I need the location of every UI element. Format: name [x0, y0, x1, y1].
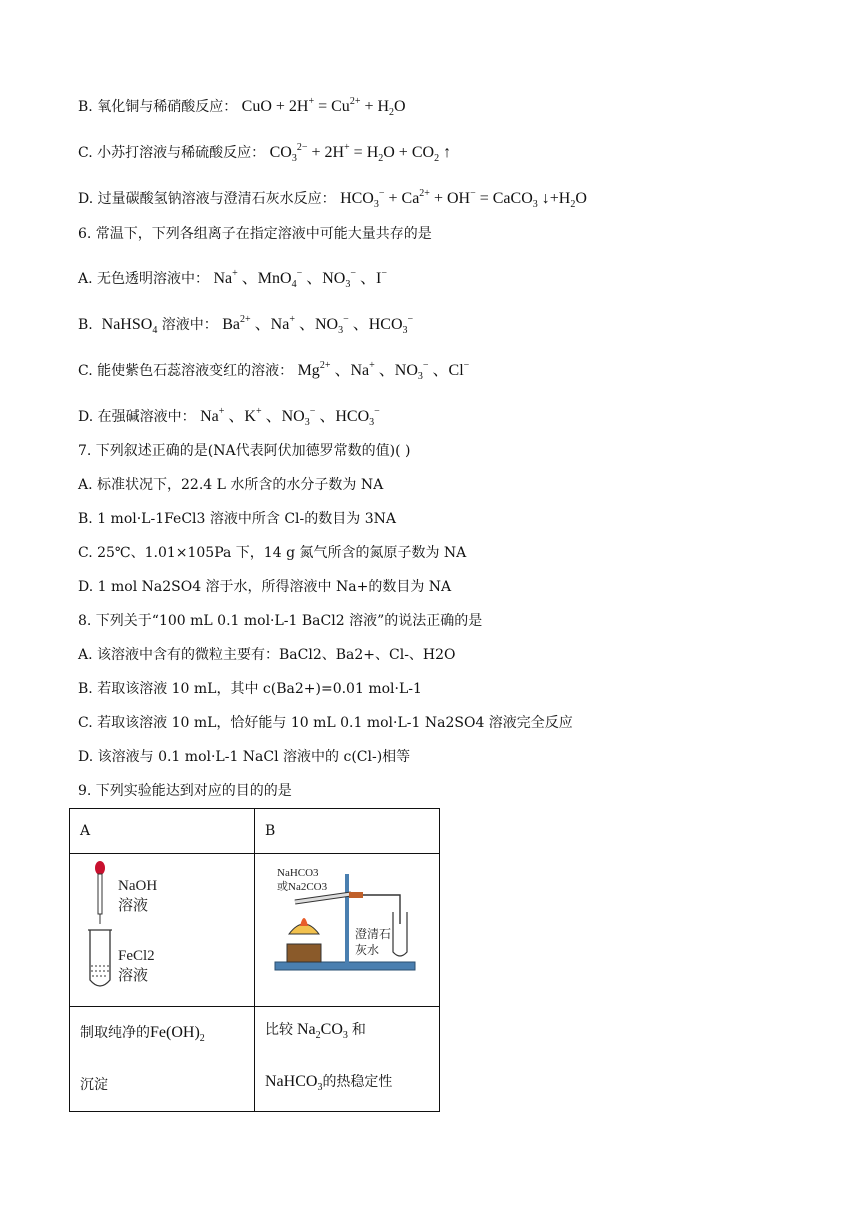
q8-option-d: D. 该溶液与 0.1 mol·L-1 NaCl 溶液中的 c(Cl-)相等 — [78, 749, 411, 765]
q9-stem: 9. 下列实验能达到对应的目的的是 — [78, 783, 292, 799]
q6-stem: 6. 常温下，下列各组离子在指定溶液中可能大量共存的是 — [78, 226, 432, 242]
q6-option-c — [78, 356, 469, 387]
q6d-text: D. 在强碱溶液中： — [78, 409, 196, 425]
table-description-row — [70, 1007, 440, 1112]
label-limewater-1: 澄清石 — [355, 927, 392, 941]
apparatus-a-cell — [70, 854, 255, 1007]
header-a: A — [70, 809, 255, 854]
q7-option-c: C. 25℃、1.01×105Pa 下，14 g 氮气所含的氮原子数为 NA — [78, 545, 467, 561]
q6d-ions: Na+ 、K+ 、$NO_3^-$ 、$HCO_3^-$ — [200, 406, 380, 428]
q5b-text: B. 氧化铜与稀硝酸反应： — [78, 99, 238, 115]
label-nahco3: NaHCO3 — [277, 867, 319, 879]
label-naoh: NaOH — [118, 878, 158, 894]
desc-a-line1: 制取纯净的 — [80, 1025, 150, 1041]
label-limewater-2: 灰水 — [355, 943, 380, 957]
q6c-ions: $Mg^{2+}$ 、Na+ 、$NO_3^-$ 、Cl− — [297, 360, 470, 382]
q7-option-a: A. 标准状况下，22.4 L 水所含的水分子数为 NA — [78, 477, 384, 493]
q6-option-d — [78, 402, 380, 433]
desc-b-line1: 比较 — [265, 1022, 293, 1038]
q6b-prefix: B. — [78, 317, 102, 333]
q6b-salt: NaHSO$_4$ — [101, 316, 158, 336]
heating-apparatus-diagram — [265, 854, 429, 1002]
header-b: B — [255, 809, 440, 854]
q6a-text: A. 无色透明溶液中： — [78, 271, 210, 287]
q8-option-a: A. 该溶液中含有的微粒主要有：BaCl2、Ba2+、Cl-、H2O — [78, 647, 456, 663]
q5c-equation: $CO_3^{2-} + 2H^+ = H_2O + CO_2$ ↑ — [269, 142, 452, 164]
q6c-text: C. 能使紫色石蕊溶液变红的溶液： — [78, 363, 294, 379]
q6-option-a — [78, 264, 387, 295]
desc-b — [255, 1007, 440, 1112]
q5d-equation: $HCO_3^- + Ca^{2+} + OH^-$ = CaCO$_3$ $↓+H_2O$ — [340, 188, 587, 210]
desc-a-line2: 沉淀 — [80, 1077, 108, 1093]
q7-option-b: B. 1 mol·L-1FeCl3 溶液中所含 Cl-的数目为 3NA — [78, 511, 396, 527]
table-image-row — [70, 854, 440, 1007]
q5d-text: D. 过量碳酸氢钠溶液与澄清石灰水反应： — [78, 191, 336, 207]
experiment-table — [69, 808, 440, 1112]
desc-a — [70, 1007, 255, 1112]
desc-b-formula1: $Na_2CO_3$ — [293, 1021, 348, 1041]
q7-stem: 7. 下列叙述正确的是(NA代表阿伏加德罗常数的值)( ) — [78, 443, 411, 459]
q6-option-b — [78, 310, 413, 341]
q5b-equation: CuO + $2H^+ = Cu^{2+} + H_2O$ — [241, 96, 406, 118]
q8-option-c: C. 若取该溶液 10 mL，恰好能与 10 mL 0.1 mol·L-1 Na2SO4 溶液完全反应 — [78, 715, 573, 731]
q5-option-b — [78, 92, 406, 123]
apparatus-b-cell — [255, 854, 440, 1007]
desc-b-line2: 的热稳定性 — [322, 1074, 393, 1090]
q5-option-d — [78, 184, 587, 215]
desc-b-formula2: NaHCO$_3$ — [265, 1073, 323, 1093]
label-na2co3: 或Na2CO3 — [277, 881, 328, 893]
table-header-row — [70, 809, 440, 854]
q6a-ions: Na+ 、MnO$_4$− 、$NO_3^-$ 、I− — [213, 268, 387, 290]
q8-option-b: B. 若取该溶液 10 mL，其中 c(Ba2+)=0.01 mol·L-1 — [78, 681, 422, 697]
q7-option-d: D. 1 mol Na2SO4 溶于水，所得溶液中 Na+的数目为 NA — [78, 579, 452, 595]
q5c-text: C. 小苏打溶液与稀硫酸反应： — [78, 145, 266, 161]
q6b-text: 溶液中： — [161, 317, 218, 333]
q5-option-c — [78, 138, 451, 169]
q6b-ions: $Ba^{2+}$ 、Na+ 、$NO_3^-$ 、$HCO_3^-$ — [222, 314, 414, 336]
dropper-test-tube-diagram — [80, 854, 244, 1002]
label-naoh-solution: 溶液 — [118, 898, 149, 914]
q8-stem: 8. 下列关于“100 mL 0.1 mol·L-1 BaCl2 溶液”的说法正确的是 — [78, 613, 483, 629]
label-fecl2: FeCl2 — [118, 948, 155, 964]
desc-a-formula: $Fe(OH)_2$ — [150, 1024, 205, 1044]
label-fecl2-solution: 溶液 — [118, 968, 149, 984]
desc-b-and: 和 — [351, 1022, 366, 1038]
